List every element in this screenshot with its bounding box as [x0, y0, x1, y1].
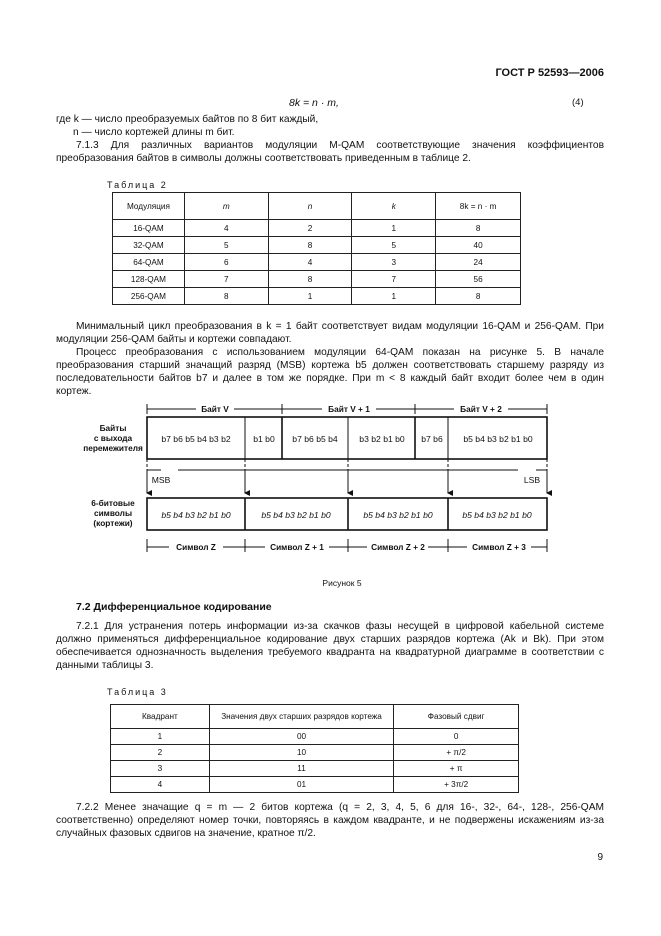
table-cell: 8 [436, 220, 521, 237]
fig-row2-label: символы [93, 508, 133, 518]
table-cell: 7 [184, 271, 268, 288]
table-cell: 32-QAM [113, 237, 185, 254]
table-cell: + π/2 [394, 745, 519, 761]
paragraph-7-2-1: 7.2.1 Для устранения потерь информации из-за скачков фазы несущей в цифровой кабельной системе должно применяться дифференциальное кодирование двух старших разрядов кортежа (Ak и Bk). При этом обеспечивается однозначность выделения требуемого квадранта на квадратурной диаграмме в соответствии с данными таблицы 3. [56, 621, 604, 671]
table2-header: Модуляция [113, 193, 185, 220]
table-cell: 16-QAM [113, 220, 185, 237]
formula-number: (4) [572, 97, 584, 108]
formula-4: 8k = n · m, [289, 97, 339, 109]
fig-byte-label: Байт V + 1 [328, 404, 370, 414]
table-cell: 2 [111, 745, 210, 761]
table-row [113, 288, 521, 305]
fig-bits-cell: b7 b6 b5 b4 b3 b2 [161, 434, 231, 444]
fig-symbol-bits: b5 b4 b3 b2 b1 b0 [462, 510, 532, 520]
table-cell: 8 [268, 237, 352, 254]
fig-lsb-label: LSB [523, 475, 541, 485]
table-cell: 3 [352, 254, 436, 271]
table2-header: k [352, 193, 436, 220]
table-cell: 5 [184, 237, 268, 254]
document-id: ГОСТ Р 52593—2006 [495, 67, 604, 79]
fig-row1-label: с выхода [93, 433, 133, 443]
table2-header: n [268, 193, 352, 220]
table-cell: 8 [436, 288, 521, 305]
table-cell: 1 [268, 288, 352, 305]
table-cell: 01 [209, 777, 394, 793]
table-cell: 56 [436, 271, 521, 288]
figure5-caption: Рисунок 5 [322, 578, 362, 588]
table-row [111, 729, 519, 745]
fig-byte-label: Байт V [201, 404, 229, 414]
table-cell: 4 [111, 777, 210, 793]
table3-header: Квадрант [111, 705, 210, 729]
fig-msb-label: MSB [151, 475, 171, 485]
table-cell: 24 [436, 254, 521, 271]
table-cell: + π [394, 761, 519, 777]
fig-symbol-label: Символ Z [176, 542, 216, 552]
table-cell: 1 [352, 288, 436, 305]
table-row [113, 220, 521, 237]
table-row [113, 254, 521, 271]
table-cell: 5 [352, 237, 436, 254]
table-row [113, 271, 521, 288]
fig-bits-cell: b3 b2 b1 b0 [359, 434, 405, 444]
table-cell: 6 [184, 254, 268, 271]
page-number: 9 [597, 852, 603, 863]
paragraph-7-1-3: 7.1.3 Для различных вариантов модуляции M-QAM соответствующие значения коэффициентов преобразования байтов в символы должны соответствовать приведенным в таблице 2. [56, 140, 604, 164]
table-cell: 1 [111, 729, 210, 745]
where-k: где k — число преобразуемых байтов по 8 бит каждый, [56, 114, 319, 125]
table-cell: 2 [268, 220, 352, 237]
table-cell: 8 [184, 288, 268, 305]
fig-symbol-label: Символ Z + 3 [472, 542, 526, 552]
table-cell: 64-QAM [113, 254, 185, 271]
table-row [111, 777, 519, 793]
table-cell: 0 [394, 729, 519, 745]
table-row [111, 761, 519, 777]
table2-header: m [184, 193, 268, 220]
fig-bits-cell: b7 b6 b5 b4 [292, 434, 338, 444]
table2-caption: Таблица 2 [107, 180, 168, 190]
paragraph-process: Процесс преобразования с использованием модуляции 64-QAM показан на рисунке 5. В начале преобразования старший значащий разряд (MSB) кортежа b5 должен соответствовать старшему разряду из последовательности байтов b7 и далее в том же порядке. При m < 8 каждый байт входит более чем в один кортеж. [56, 347, 604, 397]
table-cell: 10 [209, 745, 394, 761]
section-7-2-title: 7.2 Дифференциальное кодирование [76, 601, 272, 613]
table-cell: + 3π/2 [394, 777, 519, 793]
fig-bits-cell: b1 b0 [253, 434, 275, 444]
fig-byte-label: Байт V + 2 [460, 404, 502, 414]
table-cell: 128-QAM [113, 271, 185, 288]
table-row [111, 745, 519, 761]
fig-symbol-label: Символ Z + 1 [270, 542, 324, 552]
table3-header: Фазовый сдвиг [394, 705, 519, 729]
table-3 [110, 704, 519, 793]
table-cell: 7 [352, 271, 436, 288]
table-cell: 4 [184, 220, 268, 237]
table-cell: 11 [209, 761, 394, 777]
fig-symbol-bits: b5 b4 b3 b2 b1 b0 [261, 510, 331, 520]
fig-row1-label: перемежителя [83, 443, 143, 453]
table-cell: 40 [436, 237, 521, 254]
table-cell: 1 [352, 220, 436, 237]
table-2 [112, 192, 521, 305]
fig-row2-label: (кортежи) [93, 518, 133, 528]
fig-bits-cell: b7 b6 [421, 434, 443, 444]
table2-header: 8k = n · m [436, 193, 521, 220]
fig-row2-label: 6-битовые [91, 498, 135, 508]
table-row [113, 237, 521, 254]
figure-5 [56, 400, 616, 600]
paragraph-min-cycle: Минимальный цикл преобразования в k = 1 байт соответствует видам модуляции 16-QAM и 256-QAM. При модуляции 256-QAM байты и кортежи совпадают. [56, 321, 604, 345]
fig-symbol-label: Символ Z + 2 [371, 542, 425, 552]
table-cell: 8 [268, 271, 352, 288]
paragraph-7-2-2: 7.2.2 Менее значащие q = m — 2 битов кортежа (q = 2, 3, 4, 5, 6 для 16-, 32-, 64-, 128-, 256-QAM соответственно) определяют номер точки, повторяясь в каждом квадранте, и не подвержены искажениям из-за случайных фазовых сдвигов на значение, кратное π/2. [56, 802, 604, 839]
table3-caption: Таблица 3 [107, 687, 168, 697]
table-cell: 256-QAM [113, 288, 185, 305]
fig-symbol-bits: b5 b4 b3 b2 b1 b0 [161, 510, 231, 520]
table-cell: 3 [111, 761, 210, 777]
fig-symbol-bits: b5 b4 b3 b2 b1 b0 [363, 510, 433, 520]
fig-row1-label: Байты [99, 423, 127, 433]
fig-bits-cell: b5 b4 b3 b2 b1 b0 [463, 434, 533, 444]
where-n: n — число кортежей длины m бит. [73, 127, 235, 138]
table-cell: 00 [209, 729, 394, 745]
table-cell: 4 [268, 254, 352, 271]
table3-header: Значения двух старших разрядов кортежа [209, 705, 394, 729]
